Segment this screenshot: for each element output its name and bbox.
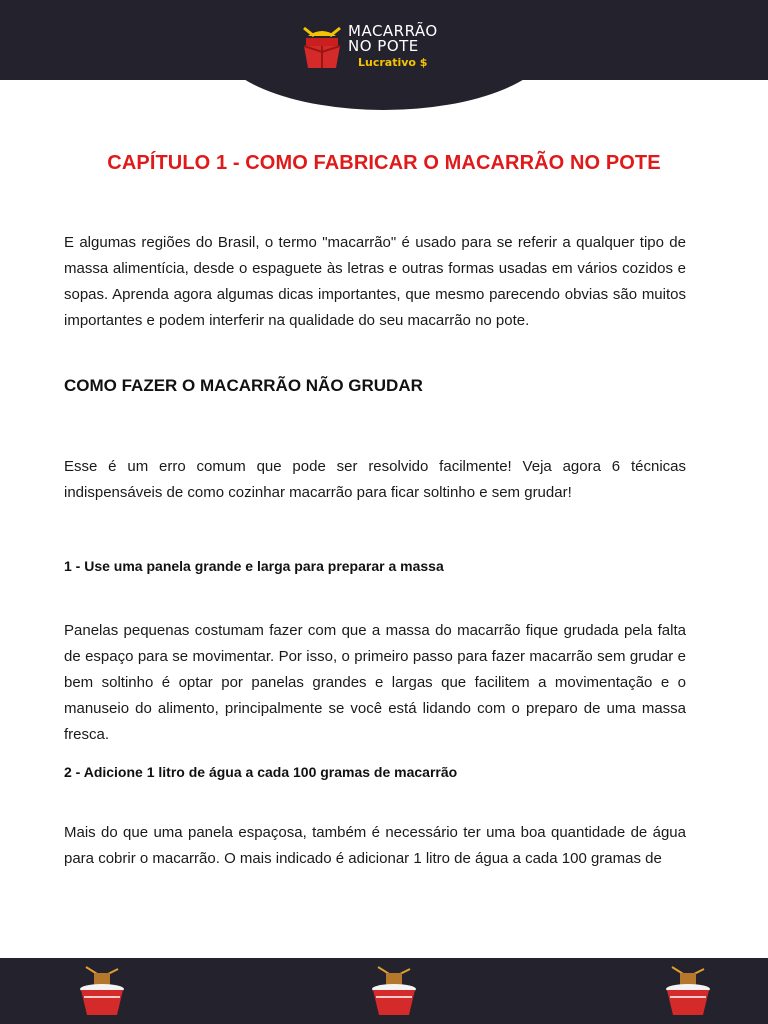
logo-wordmark [348,24,438,54]
intro-paragraph: E algumas regiões do Brasil, o termo "macarrão" é usado para se referir a qualquer tipo de massa alimentícia, desde o espaguete às letras e outras formas usadas em vários cozidos e sopas. Aprenda agora algumas dicas importantes, que mesmo parecendo obvias são muitos importantes e podem interferir na qualidade do seu macarrão no pote. [64,234,686,329]
logo-line-2: NO POTE [348,37,419,55]
section-paragraph: Esse é um erro comum que pode ser resolvido facilmente! Veja agora 6 técnicas indispensáveis de como cozinhar macarrão para ficar soltinho e sem grudar! [64,458,686,501]
section-heading: COMO FAZER O MACARRÃO NÃO GRUDAR [64,376,423,395]
logo-line-1: MACARRÃO [348,22,438,40]
step-2-heading: 2 - Adicione 1 litro de água a cada 100 gramas de macarrão [64,764,458,780]
chapter-title: CAPÍTULO 1 - COMO FABRICAR O MACARRÃO NO POTE [107,152,661,174]
noodle-cup-icon [662,963,714,1019]
noodle-cup-logo-icon [296,22,348,74]
step-1-heading: 1 - Use uma panela grande e larga para preparar a massa [64,558,444,574]
step-2-text: Mais do que uma panela espaçosa, também é necessário ter uma boa quantidade de água para cobrir o macarrão. O mais indicado é adicionar 1 litro de água a cada 100 gramas de [64,824,686,867]
step-1-text: Panelas pequenas costumam fazer com que a massa do macarrão fique grudada pela falta de espaço para se movimentar. Por isso, o primeiro passo para fazer macarrão sem grudar e bem soltinho é optar por panelas grandes e largas que facilitem a movimentação e o manuseio do alimento, principalmente se você está lidando com o preparo de uma massa fresca. [64,622,686,743]
brand-logo [296,18,476,78]
noodle-cup-icon [368,963,420,1019]
logo-subtitle: Lucrativo $ [358,56,428,69]
noodle-cup-icon [76,963,128,1019]
